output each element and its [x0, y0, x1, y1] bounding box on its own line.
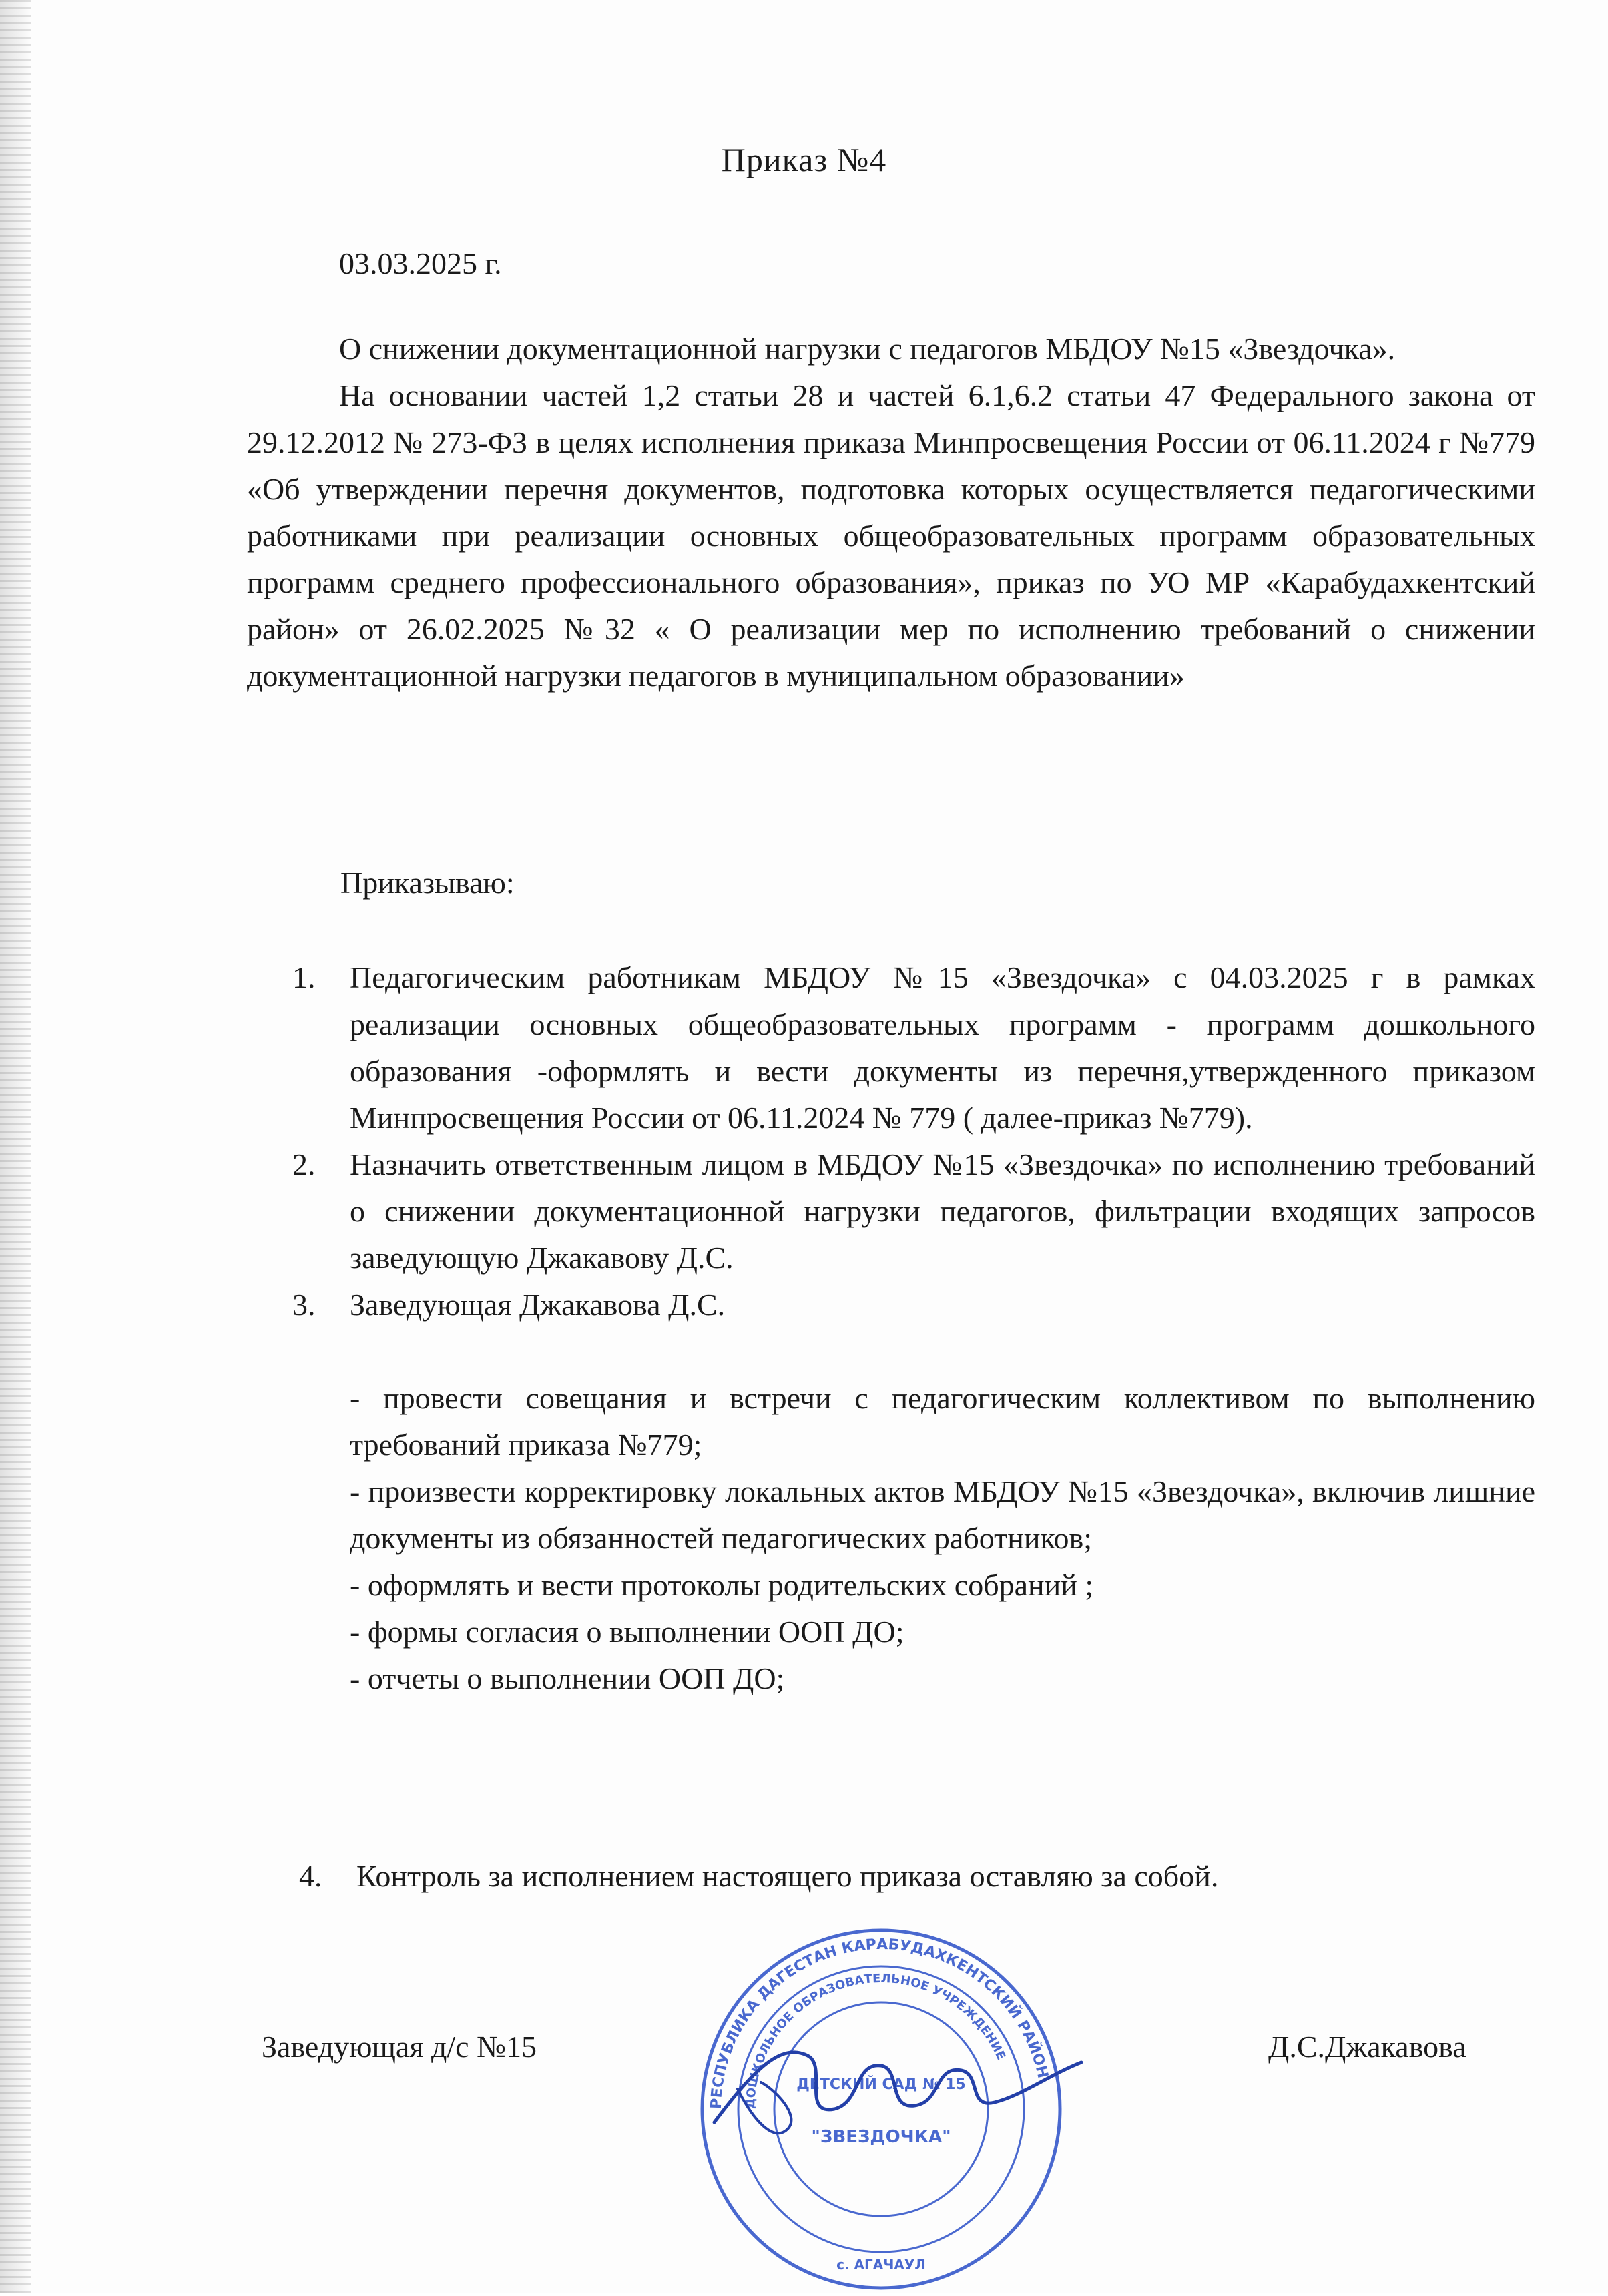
subitem: - произвести корректировку локальных актов МБДОУ №15 «Звездочка», включив лишние документы из обязанностей педагогических работников; [350, 1474, 1535, 1555]
subitem: - провести совещания и встречи с педагогическим коллективом по выполнению требований приказа №779; [350, 1381, 1535, 1462]
signatory-role: Заведующая д/с №15 [262, 2030, 537, 2064]
order-item-3 [292, 1281, 1535, 1328]
item-number: 4. [299, 1859, 322, 1893]
stamp-outer-ring: РЕСПУБЛИКА ДАГЕСТАН КАРАБУДАХКЕНТСКИЙ РАЙОН [708, 1936, 1051, 2110]
item-number: 3. [292, 1287, 316, 1322]
order-subject: О снижении документационной нагрузки с педагогов МБДОУ №15 «Звездочка». [339, 332, 1396, 366]
order-item-4 [299, 1858, 1218, 1894]
subitem: - формы согласия о выполнении ООП ДО; [350, 1615, 904, 1649]
order-title: Приказ №4 [721, 141, 887, 178]
item-text: Назначить ответственным лицом в МБДОУ №15 «Звездочка» по исполнению требований о снижении документационной нагрузки педагогов, фильтрации входящих запросов заведующую Джакавову Д.С. [350, 1147, 1535, 1275]
order-item-3-subitems [350, 1375, 1535, 1702]
item-number: 1. [292, 960, 316, 994]
order-basis: На основании частей 1,2 статьи 28 и частей 6.1,6.2 статьи 47 Федерального закона от 29.12.2012 № 273-ФЗ в целях исполнения приказа Минпросвещения России от 06.11.2024 г №779 «Об утверждении перечня документов, подготовка которых осуществляется педагогическими работниками при реализации основных общеобразовательных программ образовательных программ среднего профессионального образования», приказ по УО МР «Карабудахкентский район» от 26.02.2025 №32 « О реализации мер по исполнению требований о снижении документационной нагрузки педагогов в муниципальном образовании» [247, 378, 1535, 693]
order-word: Приказываю: [340, 866, 515, 900]
stamp-inner-ring: ДОШКОЛЬНОЕ ОБРАЗОВАТЕЛЬНОЕ УЧРЕЖДЕНИЕ [743, 1971, 1009, 2110]
stamp-bottom: с. АГАЧАУЛ [836, 2257, 926, 2273]
order-item-2 [292, 1141, 1535, 1281]
order-items [292, 954, 1535, 1702]
item-text: Контроль за исполнением настоящего приказа оставляю за собой. [356, 1859, 1219, 1893]
signatory-name: Д.С.Джакавова [1268, 2030, 1466, 2064]
stamp-center-name: "ЗВЕЗДОЧКА" [811, 2127, 951, 2147]
order-item-1 [292, 954, 1535, 1141]
subitem: - отчеты о выполнении ООП ДО; [350, 1661, 785, 1695]
item-text: Заведующая Джакавова Д.С. [350, 1287, 726, 1322]
order-preamble [247, 326, 1535, 699]
order-date: 03.03.2025 г. [339, 246, 502, 280]
stamp-center-top: ДЕТСКИЙ САД № 15 [796, 2076, 966, 2093]
scan-edge-artifact [0, 0, 31, 2293]
item-text: Педагогическим работникам МБДОУ №15 «Звездочка» с 04.03.2025 г в рамках реализации основных общеобразовательных программ - программ дошкольного образования -оформлять и вести документы из перечня,утвержденного приказом Минпросвещения России от 06.11.2024 № 779 ( далее-приказ №779). [350, 960, 1535, 1135]
official-stamp [674, 1922, 1088, 2296]
item-number: 2. [292, 1147, 316, 1181]
subitem: - оформлять и вести протоколы родительских собраний ; [350, 1568, 1094, 1602]
